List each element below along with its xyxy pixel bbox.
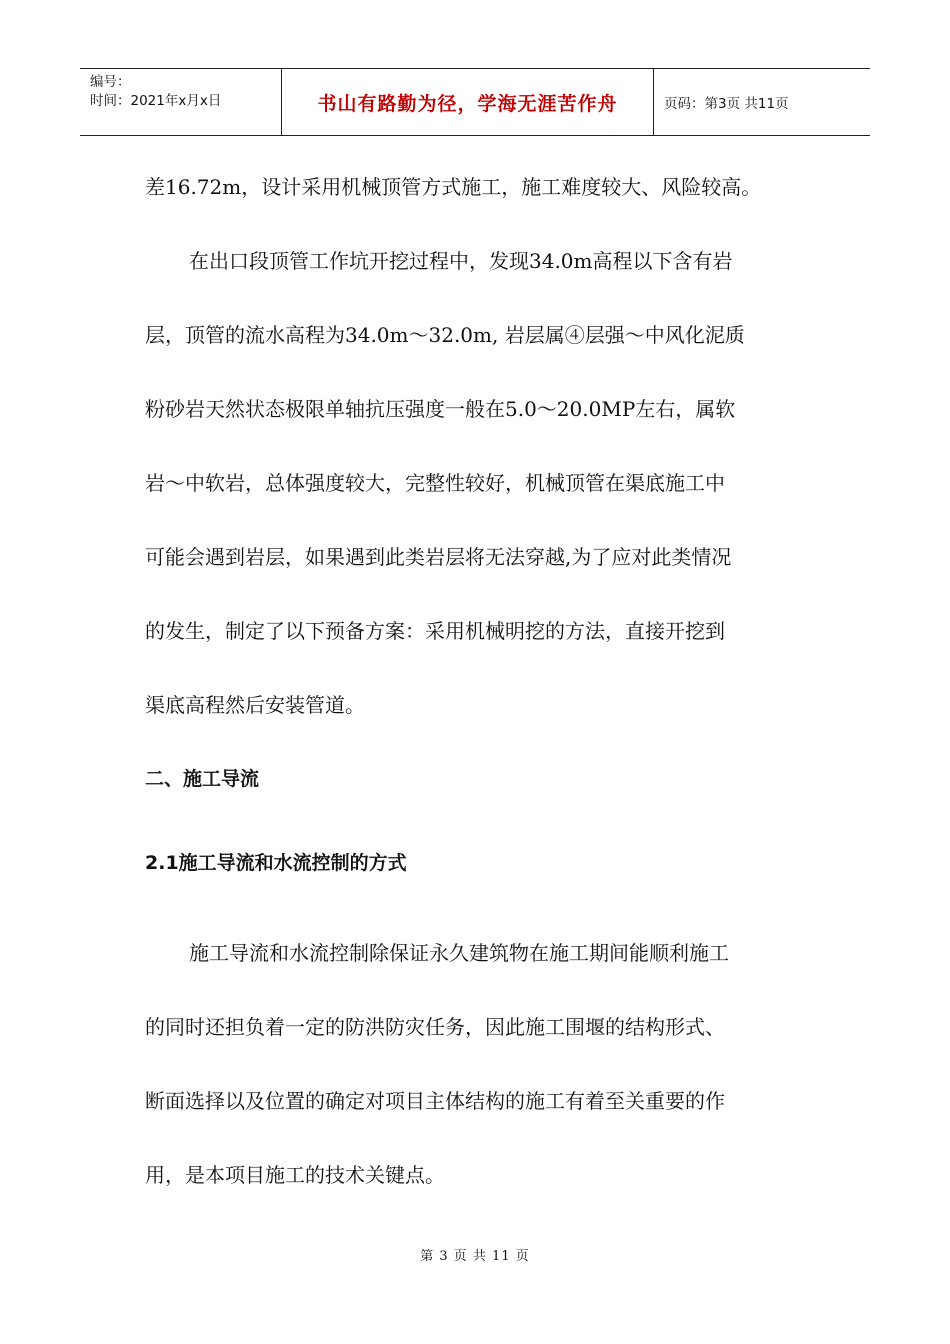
subsection-heading: 2.1施工导流和水流控制的方式 bbox=[145, 852, 407, 874]
paragraph-line: 层，顶管的流水高程为34.0m～32.0m, 岩层属④层强～中风化泥质 bbox=[145, 323, 745, 347]
paragraph-line: 岩～中软岩，总体强度较大，完整性较好，机械顶管在渠底施工中 bbox=[145, 471, 725, 495]
section-heading: 二、施工导流 bbox=[145, 768, 260, 790]
header-page-info: 页码：第3页 共11页 bbox=[664, 96, 789, 112]
header-motto: 书山有路勤为径，学海无涯苦作舟 bbox=[282, 69, 654, 135]
paragraph-line: 施工导流和水流控制除保证永久建筑物在施工期间能顺利施工 bbox=[189, 941, 729, 965]
paragraph-line: 的发生，制定了以下预备方案：采用机械明挖的方法，直接开挖到 bbox=[145, 619, 725, 643]
paragraph-line: 可能会遇到岩层，如果遇到此类岩层将无法穿越,为了应对此类情况 bbox=[145, 545, 732, 569]
document-body bbox=[145, 150, 810, 1212]
paragraph-line: 渠底高程然后安装管道。 bbox=[145, 693, 365, 717]
paragraph-line: 在出口段顶管工作坑开挖过程中，发现34.0m高程以下含有岩 bbox=[189, 249, 733, 273]
paragraph-line: 粉砂岩天然状态极限单轴抗压强度一般在5.0～20.0MP左右，属软 bbox=[145, 397, 736, 421]
page-footer: 第 3 页 共 11 页 bbox=[420, 1249, 530, 1264]
paragraph-line: 断面选择以及位置的确定对项目主体结构的施工有着至关重要的作 bbox=[145, 1089, 725, 1113]
paragraph-line: 差16.72m，设计采用机械顶管方式施工，施工难度较大、风险较高。 bbox=[145, 175, 762, 199]
paragraph-line: 用，是本项目施工的技术关键点。 bbox=[145, 1163, 445, 1187]
paragraph-line: 的同时还担负着一定的防洪防灾任务，因此施工围堰的结构形式、 bbox=[145, 1015, 725, 1039]
page-header bbox=[80, 68, 870, 136]
document-number-label: 编号： bbox=[90, 74, 131, 90]
document-time-label: 时间：2021年x月x日 bbox=[90, 93, 222, 109]
header-meta bbox=[80, 69, 282, 135]
